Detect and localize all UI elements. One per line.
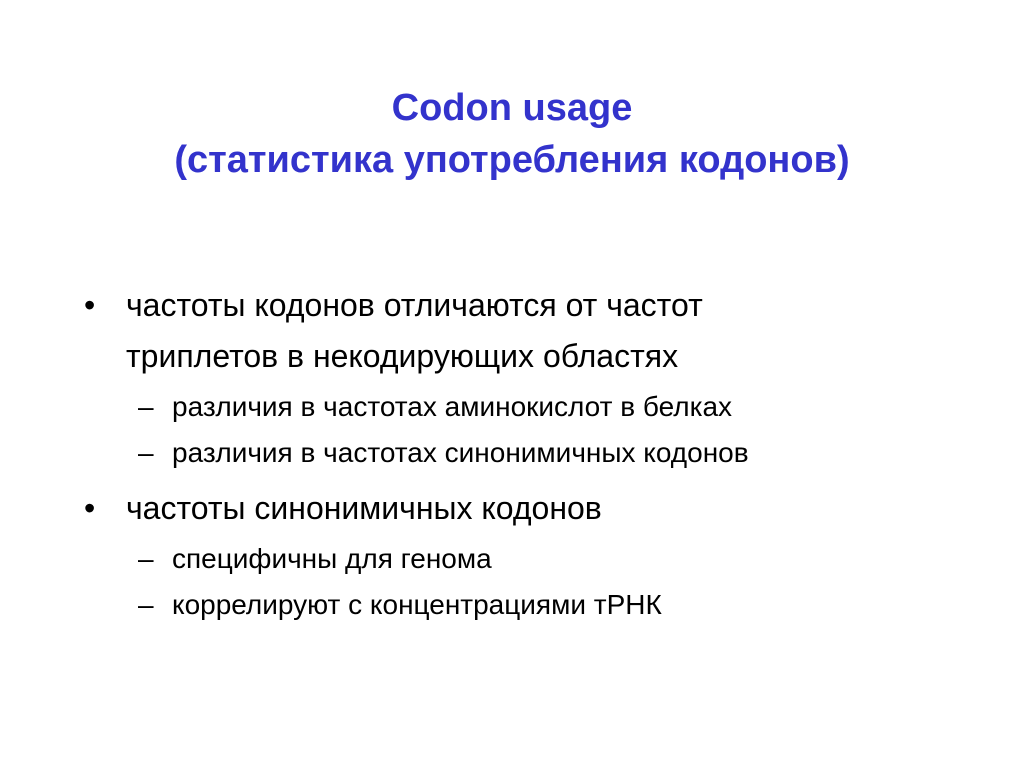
slide-body <box>80 280 960 635</box>
sub-item <box>80 391 960 423</box>
bullet-item <box>80 483 960 534</box>
bullet-text-line: частоты кодонов отличаются от частот <box>126 287 703 323</box>
sub-item-text: различия в частотах синонимичных кодонов <box>172 437 749 468</box>
slide-title <box>0 82 1024 186</box>
sub-item <box>80 589 960 621</box>
sub-item-text: специфичны для генома <box>172 543 492 574</box>
bullet-item <box>80 280 960 382</box>
sub-item-text: различия в частотах аминокислот в белках <box>172 391 733 422</box>
title-line-1: Codon usage <box>391 87 633 129</box>
bullet-mark: • <box>84 490 96 526</box>
dash-mark: – <box>138 437 154 468</box>
sub-item <box>80 543 960 575</box>
sub-item-text: коррелируют с концентрациями тРНК <box>172 589 662 620</box>
title-line-2: (статистика употребления кодонов) <box>174 139 850 181</box>
bullet-mark: • <box>84 287 96 323</box>
bullet-text-line: триплетов в некодирующих областях <box>126 338 679 374</box>
dash-mark: – <box>138 391 154 422</box>
dash-mark: – <box>138 589 154 620</box>
bullet-text-line: частоты синонимичных кодонов <box>126 490 602 526</box>
sub-item <box>80 437 960 469</box>
dash-mark: – <box>138 543 154 574</box>
